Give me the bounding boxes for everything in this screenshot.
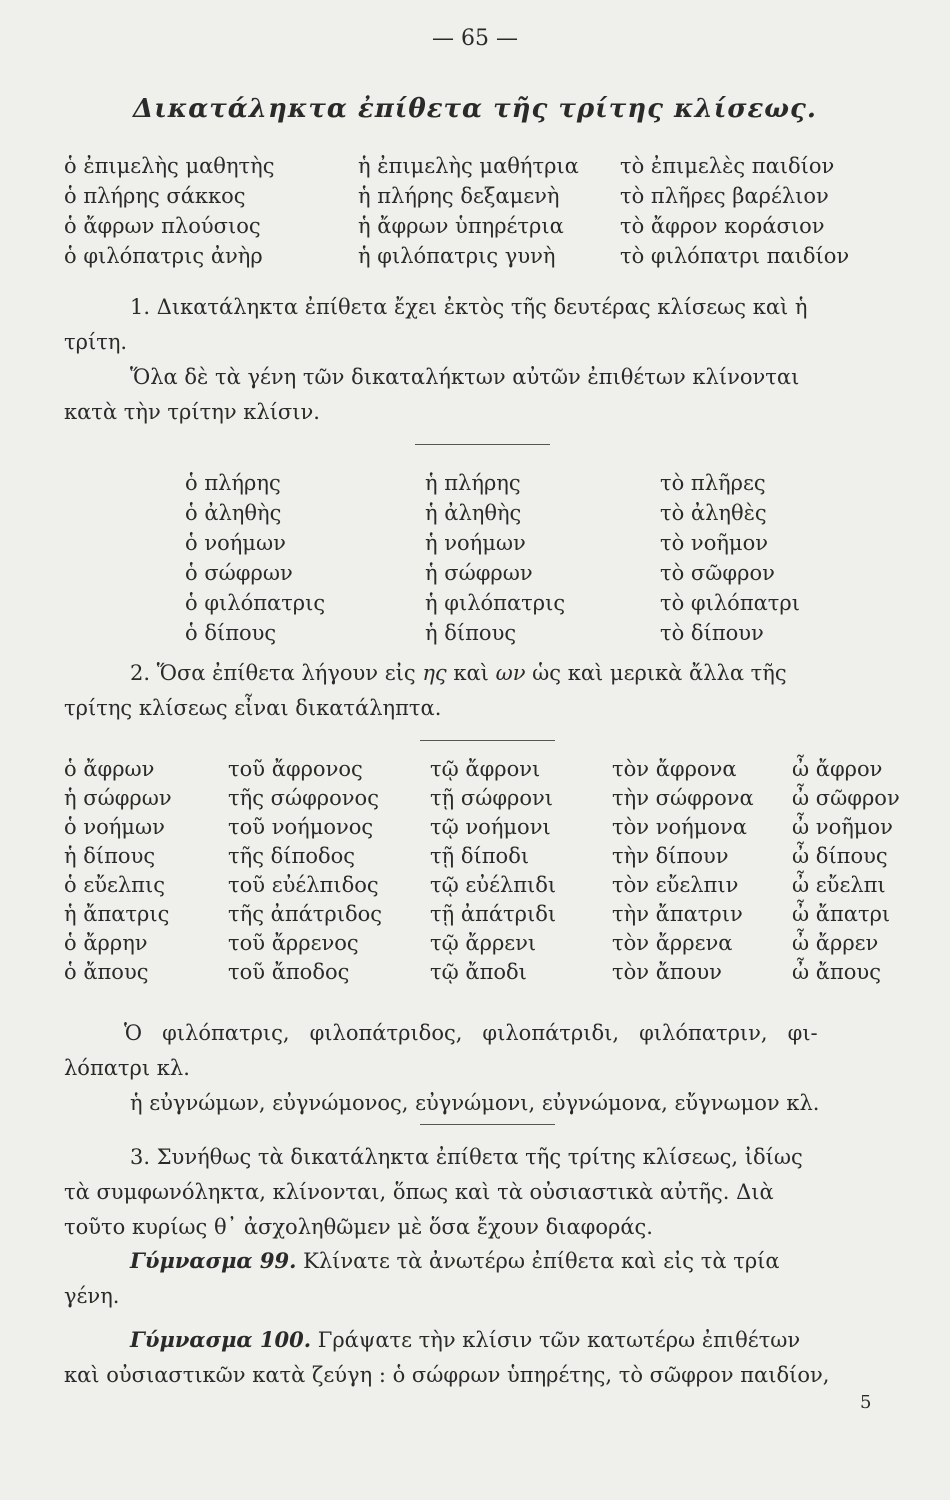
exercise-100-line [64, 1322, 914, 1358]
declension-examples [64, 1016, 904, 1121]
table1-cell: ὁ ἐπιμελὴς μαθητὴς [64, 154, 275, 178]
table3-cell: τῇ σώφρονι [430, 786, 554, 810]
table3-cell: τοῦ ἄρρενος [228, 931, 359, 955]
ending-ης: ης [422, 661, 447, 685]
table3-cell: ὦ εὔελπι [792, 873, 886, 897]
divider [415, 444, 550, 445]
table3-cell: τοῦ νοήμονος [228, 815, 374, 839]
rule-2-text: 2. Ὅσα ἐπίθετα λήγουν εἰς [130, 661, 416, 685]
table3-cell: τὴν δίπουν [612, 844, 729, 868]
exercise-100-label: Γύμνασμα 100. [130, 1327, 312, 1352]
table3-cell: τῷ ἄφρονι [430, 757, 541, 781]
table3-cell: τῆς σώφρονος [228, 786, 379, 810]
table2-cell: τὸ ἀληθὲς [660, 501, 767, 525]
table2-cell: τὸ πλῆρες [660, 471, 766, 495]
table2-cell: ὁ νοήμων [185, 531, 286, 555]
table1-cell: ἡ ἄφρων ὑπηρέτρια [358, 214, 564, 238]
exercise-100-text: Γράψατε τὴν κλίσιν τῶν κατωτέρω ἐπιθέτων [317, 1328, 801, 1352]
table1-cell: τὸ φιλόπατρι παιδίον [620, 244, 850, 268]
table3-cell: ὁ εὔελπις [64, 873, 165, 897]
table3-cell: τῷ εὐέλπιδι [430, 873, 557, 897]
table3-cell: τοῦ ἄποδος [228, 960, 350, 984]
table2-cell: τὸ φιλόπατρι [660, 591, 801, 615]
signature-mark: 5 [860, 1392, 872, 1413]
exercise-100-line: καὶ οὐσιαστικῶν κατὰ ζεύγη : ὁ σώφρων ὑπηρέτης, τὸ σῶφρον παιδίον, [64, 1363, 830, 1387]
table3-cell: τὴν ἄπατριν [612, 902, 743, 926]
table1-cell: ἡ πλήρης δεξαμενὴ [358, 184, 560, 208]
table3-cell: τὸν εὔελπιν [612, 873, 739, 897]
rule-3-line: τὰ συμφωνόληκτα, κλίνονται, ὅπως καὶ τὰ οὐσιαστικὰ αὐτῆς. Διὰ [64, 1180, 774, 1204]
table3-cell: τῷ ἄρρενι [430, 931, 537, 955]
table3-cell: τὴν σώφρονα [612, 786, 754, 810]
table2-cell: ἡ φιλόπατρις [425, 591, 566, 615]
page-number: — 65 — [432, 26, 518, 51]
rule-2-text: καὶ [453, 661, 489, 685]
table3-cell: ἡ ἄπατρις [64, 902, 170, 926]
table3-cell: τῆς δίποδος [228, 844, 356, 868]
table2-cell: ἡ σώφρων [425, 561, 533, 585]
rule-1-line: Ὅλα δὲ τὰ γένη τῶν δικαταλήκτων αὐτῶν ἐπιθέτων κλίνονται [130, 365, 800, 389]
table2-cell: τὸ δίπουν [660, 621, 764, 645]
rule-2-line: τρίτης κλίσεως εἶναι δικατάληπτα. [64, 696, 442, 720]
table3-cell: ὦ δίπους [792, 844, 888, 868]
table1-cell: ὁ πλήρης σάκκος [64, 184, 246, 208]
exercise-99-text: Κλίνατε τὰ ἀνωτέρω ἐπίθετα καὶ εἰς τὰ τρία [303, 1249, 780, 1273]
table1-cell: ἡ ἐπιμελὴς μαθήτρια [358, 154, 579, 178]
rule-1-line: 1. Δικατάληκτα ἐπίθετα ἔχει ἐκτὸς τῆς δευτέρας κλίσεως καὶ ἡ [130, 295, 808, 319]
table3-cell: ὁ ἄπους [64, 960, 149, 984]
rule-1-line: τρίτη. [64, 330, 128, 354]
rule-2-paragraph [64, 656, 904, 726]
table1-cell: ὁ φιλόπατρις ἀνὴρ [64, 244, 263, 268]
table2-cell: ὁ δίπους [185, 621, 277, 645]
rule-1-paragraph [64, 290, 904, 430]
table3-cell: ὦ ἄπους [792, 960, 881, 984]
table3-cell: τῆς ἀπάτριδος [228, 902, 383, 926]
rule-3-line: 3. Συνήθως τὰ δικατάληκτα ἐπίθετα τῆς τρίτης κλίσεως, ἰδίως [130, 1145, 803, 1169]
exercise-99-label: Γύμνασμα 99. [130, 1248, 297, 1273]
table2-cell: τὸ σῶφρον [660, 561, 775, 585]
table3-cell: ὦ ἄφρον [792, 757, 883, 781]
table3-cell: ὦ ἄρρεν [792, 931, 879, 955]
table2-cell: ὁ πλήρης [185, 471, 281, 495]
table3-cell: τὸν νοήμονα [612, 815, 747, 839]
table3-cell: τῇ ἀπάτριδι [430, 902, 557, 926]
table3-cell: τὸν ἄπουν [612, 960, 722, 984]
table2-cell: ἡ δίπους [425, 621, 517, 645]
table3-cell: τοῦ εὐέλπιδος [228, 873, 379, 897]
table3-cell: τῷ νοήμονι [430, 815, 551, 839]
table2-cell: ὁ σώφρων [185, 561, 293, 585]
table2-cell: ἡ ἀληθὴς [425, 501, 522, 525]
rule-3-paragraph [64, 1140, 914, 1245]
exercise-99 [64, 1243, 914, 1314]
table3-cell: ὁ ἄφρων [64, 757, 155, 781]
ending-ων: ων [495, 661, 526, 685]
declension-line: λόπατρι κλ. [64, 1056, 190, 1080]
table3-cell: ὁ νοήμων [64, 815, 165, 839]
rule-2-line [64, 656, 904, 691]
table1-cell: τὸ ἄφρον κοράσιον [620, 214, 825, 238]
table2-cell: ἡ πλήρης [425, 471, 521, 495]
divider [420, 740, 555, 741]
table3-cell: ἡ σώφρων [64, 786, 172, 810]
table3-cell: ὦ νοῆμον [792, 815, 893, 839]
declension-line: Ὁ φιλόπατρις, φιλοπάτριδος, φιλοπάτριδι, φιλόπατριν, φι- [124, 1021, 818, 1045]
table2-cell: ἡ νοήμων [425, 531, 526, 555]
section-heading: Δικατάληκτα ἐπίθετα τῆς τρίτης κλίσεως. [133, 94, 817, 124]
table3-cell: τῇ δίποδι [430, 844, 530, 868]
table3-cell: ὁ ἄρρην [64, 931, 148, 955]
table3-cell: τοῦ ἄφρονος [228, 757, 363, 781]
exercise-99-line [64, 1243, 914, 1279]
table3-cell: ἡ δίπους [64, 844, 156, 868]
table2-cell: ὁ ἀληθὴς [185, 501, 282, 525]
table3-cell: ὦ σῶφρον [792, 786, 900, 810]
exercise-99-line: γένη. [64, 1284, 120, 1308]
table3-cell: τὸν ἄφρονα [612, 757, 737, 781]
table1-cell: τὸ πλῆρες βαρέλιον [620, 184, 829, 208]
table3-cell: ὦ ἄπατρι [792, 902, 891, 926]
table1-cell: τὸ ἐπιμελὲς παιδίον [620, 154, 835, 178]
table2-cell: τὸ νοῆμον [660, 531, 768, 555]
table1-cell: ἡ φιλόπατρις γυνὴ [358, 244, 556, 268]
table3-cell: τῷ ἄποδι [430, 960, 527, 984]
exercise-100 [64, 1322, 914, 1393]
divider [420, 1124, 555, 1125]
rule-1-line: κατὰ τὴν τρίτην κλίσιν. [64, 400, 320, 424]
table3-cell: τὸν ἄρρενα [612, 931, 733, 955]
table1-cell: ὁ ἄφρων πλούσιος [64, 214, 261, 238]
rule-3-line: τοῦτο κυρίως θ᾿ ἀσχοληθῶμεν μὲ ὅσα ἔχουν διαφοράς. [64, 1215, 653, 1239]
rule-2-text: ὡς καὶ μερικὰ ἄλλα τῆς [532, 661, 787, 685]
table2-cell: ὁ φιλόπατρις [185, 591, 326, 615]
declension-line: ἡ εὐγνώμων, εὐγνώμονος, εὐγνώμονι, εὐγνώμονα, εὔγνωμον κλ. [130, 1091, 820, 1115]
